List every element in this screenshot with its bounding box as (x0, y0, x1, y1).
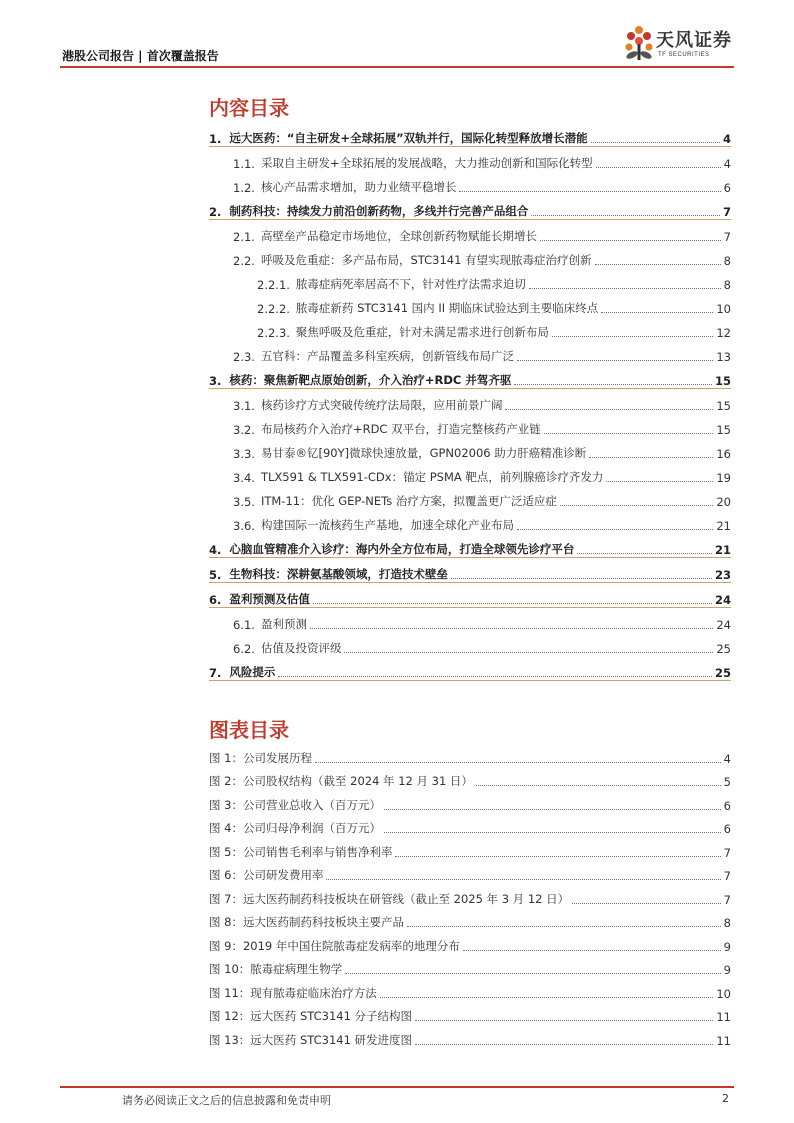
toc-entry-page: 4 (722, 132, 731, 146)
toc-entry-number: 3.5. (233, 495, 255, 509)
toc-entry-page: 13 (716, 350, 731, 364)
figure-entry-text: 图 10：脓毒症病理生物学 (209, 962, 343, 976)
toc-entry[interactable] (209, 608, 731, 632)
toc-entry-text: 采取自主研发+全球拓展的发展战略，大力推动创新和国际化转型 (260, 156, 593, 170)
figure-entry-page: 11 (716, 1033, 731, 1048)
dot-leader (596, 166, 721, 168)
toc-entry[interactable] (209, 656, 731, 681)
toc-entry[interactable] (209, 437, 731, 461)
toc-entry-page: 15 (714, 374, 731, 388)
toc-entry-number: 2.2.2. (257, 302, 290, 316)
toc-entry-text: 核药诊疗方式突破传统疗法局限，应用前景广阔 (260, 398, 503, 412)
figure-entry[interactable] (209, 860, 731, 884)
dot-leader (344, 651, 713, 653)
dot-leader (560, 504, 713, 506)
toc-entry-page: 15 (716, 399, 731, 413)
toc-entry-text: 制药科技：持续发力前沿创新药物，多线并行完善产品组合 (229, 204, 529, 218)
toc-entry[interactable] (209, 558, 731, 583)
dot-leader (531, 214, 720, 216)
toc-entry-page: 12 (716, 326, 731, 340)
figure-entry[interactable] (209, 977, 731, 1001)
toc-entry[interactable] (209, 122, 731, 147)
figure-entry-page: 4 (723, 751, 731, 766)
logo-text-en: TF SECURITIES (658, 52, 710, 58)
toc-entry[interactable] (209, 244, 731, 268)
toc-entry-number: 2.3. (233, 350, 255, 364)
dot-leader (589, 456, 713, 458)
figure-entry-page: 8 (723, 916, 731, 930)
toc-entry-page: 10 (716, 302, 731, 316)
toc-entry-text: 构建国际一流核药生产基地，加速全球化产业布局 (260, 518, 514, 532)
toc-entry-text: 高壁垒产品稳定市场地位，全球创新药物赋能长期增长 (260, 229, 537, 243)
report-type-title: 港股公司报告 | 首次覆盖报告 (62, 49, 219, 63)
toc-entry-number: 6.2. (233, 642, 255, 656)
dot-leader (313, 602, 712, 604)
toc-entry-text: 估值及投资评级 (260, 641, 342, 655)
dot-leader (577, 552, 712, 554)
dot-leader (278, 675, 712, 677)
figure-entry-text: 图 4：公司归母净利润（百万元） (209, 821, 381, 835)
toc-entry-page: 19 (716, 471, 731, 485)
toc-entry[interactable] (209, 147, 731, 171)
dot-leader (476, 784, 721, 786)
toc-entry[interactable] (209, 533, 731, 558)
footer-disclaimer: 请务必阅读正文之后的信息披露和免责申明 (122, 1094, 331, 1107)
toc-entry-text: 呼吸及危重症：多产品布局，STC3141 有望实现脓毒症治疗创新 (260, 253, 592, 267)
toc-entry-page: 16 (716, 447, 731, 461)
toc-entry-number: 2.1. (233, 230, 255, 244)
dot-leader (544, 432, 714, 434)
toc-entry-text: 生物科技：深耕氨基酸领域，打造技术壁垒 (229, 567, 448, 581)
figure-entry-page: 5 (723, 775, 731, 789)
toc-entry-number: 3.6. (233, 519, 255, 533)
figure-list-heading: 图表目录 (209, 718, 289, 742)
toc-entry-number: 2.2.3. (257, 326, 290, 340)
dot-leader (451, 577, 712, 579)
toc-entry-number: 4. (209, 543, 222, 557)
toc-entry-page: 25 (716, 642, 731, 656)
toc-entry[interactable] (209, 340, 731, 364)
figure-entry-text: 图 5：公司销售毛利率与销售净利率 (209, 844, 393, 859)
figure-entry[interactable] (209, 789, 731, 813)
toc-entry-number: 1. (209, 132, 222, 146)
toc-entry-page: 24 (714, 593, 731, 607)
toc-entry[interactable] (209, 268, 731, 292)
dot-leader (595, 263, 721, 265)
figure-entry-text: 图 6：公司研发费用率 (209, 868, 324, 882)
toc-entry[interactable] (209, 461, 731, 485)
figure-entry[interactable] (209, 930, 731, 954)
toc-heading: 内容目录 (209, 96, 289, 120)
toc-entry-number: 2. (209, 205, 222, 219)
dot-leader (517, 359, 713, 361)
toc-entry[interactable] (209, 389, 731, 413)
figure-entry-page: 9 (723, 939, 731, 954)
toc-entry-text: ITM-11：优化 GEP-NETs 治疗方案，拟覆盖更广泛适应症 (260, 494, 557, 508)
figure-entry[interactable] (209, 813, 731, 837)
dot-leader (415, 1019, 713, 1021)
toc-entry-number: 3.1. (233, 399, 255, 413)
figure-entry-text: 图 11：现有脓毒症临床治疗方法 (209, 985, 377, 1000)
dot-leader (380, 996, 714, 998)
figure-entry-page: 7 (723, 869, 731, 883)
toc-entry[interactable] (209, 364, 731, 389)
figure-entry-text: 图 8：远大医药制药科技板块主要产品 (209, 915, 404, 929)
toc-entry-text: 核药：聚焦新靶点原始创新，介入治疗+RDC 并驾齐驱 (229, 373, 512, 387)
toc-entry-number: 2.2. (233, 254, 255, 268)
toc-entry-page: 23 (714, 568, 731, 582)
toc-entry[interactable] (209, 632, 731, 656)
toc-entry-text: 聚焦呼吸及危重症，针对未满足需求进行创新布局 (295, 325, 549, 339)
toc-entry-number: 3. (209, 374, 222, 388)
toc-entry[interactable] (209, 292, 731, 316)
dot-leader (505, 408, 713, 410)
toc-entry-text: 五官科：产品覆盖多科室疾病，创新管线布局广泛 (260, 349, 514, 363)
toc-entry[interactable] (209, 583, 731, 608)
toc-entry-number: 3.2. (233, 423, 255, 437)
toc-entry[interactable] (209, 171, 731, 195)
toc-entry-page: 8 (723, 278, 731, 292)
toc-entry[interactable] (209, 413, 731, 437)
toc-entry-number: 1.2. (233, 181, 255, 195)
toc-entry[interactable] (209, 195, 731, 220)
dot-leader (540, 239, 721, 241)
toc-entry-page: 21 (714, 543, 731, 557)
toc-entry-number: 3.3. (233, 447, 255, 461)
toc-entry-number: 2.2.1. (257, 278, 290, 292)
page-header (60, 0, 734, 68)
toc-entry-text: 核心产品需求增加，助力业绩平稳增长 (260, 180, 457, 194)
dot-leader (407, 925, 721, 927)
toc-entry-page: 6 (723, 181, 731, 195)
figure-entry[interactable] (209, 836, 731, 860)
figure-entry-page: 9 (723, 963, 731, 977)
toc-entry[interactable] (209, 316, 731, 340)
toc-entry-text: 心脑血管精准介入诊疗：海内外全方位布局，打造全球领先诊疗平台 (229, 542, 575, 556)
dot-leader (517, 528, 713, 530)
toc-entry[interactable] (209, 485, 731, 509)
dot-leader (601, 311, 713, 313)
toc-entry-text: 盈利预测 (260, 617, 307, 631)
toc-entry-text: TLX591 & TLX591-CDx：锚定 PSMA 靶点，前列腺癌诊疗齐发力 (260, 470, 604, 484)
dot-leader (552, 335, 713, 337)
toc-entry-page: 21 (716, 519, 731, 533)
toc-entry-number: 3.4. (233, 471, 255, 485)
toc-entry-number: 1.1. (233, 157, 255, 171)
toc-entry-text: 风险提示 (229, 665, 276, 679)
toc-entry-page: 4 (723, 157, 731, 171)
figure-entry[interactable] (209, 766, 731, 790)
figure-entry[interactable] (209, 954, 731, 978)
toc-entry-page: 7 (723, 230, 731, 244)
toc-entry[interactable] (209, 509, 731, 533)
dot-leader (315, 761, 721, 763)
table-of-contents (209, 122, 731, 681)
dot-leader (463, 949, 721, 951)
figure-entry[interactable] (209, 883, 731, 907)
toc-entry-page: 15 (716, 423, 731, 437)
toc-entry-text: 易甘泰®钇[90Y]微球快速放量，GPN02006 助力肝癌精准诊断 (260, 446, 587, 460)
figure-entry[interactable] (209, 1001, 731, 1025)
figure-entry-text: 图 13：远大医药 STC3141 研发进度图 (209, 1032, 413, 1047)
dot-leader (606, 480, 713, 482)
dot-leader (415, 1043, 713, 1045)
figure-entry-page: 6 (723, 822, 731, 836)
dot-leader (384, 808, 721, 810)
figure-entry[interactable] (209, 742, 731, 766)
figure-list (209, 742, 731, 1048)
figure-entry-text: 图 12：远大医药 STC3141 分子结构图 (209, 1009, 413, 1023)
figure-entry[interactable] (209, 907, 731, 931)
toc-entry-page: 7 (722, 205, 731, 219)
figure-entry-page: 7 (723, 845, 731, 860)
dot-leader (572, 902, 721, 904)
toc-entry-text: 盈利预测及估值 (229, 592, 310, 606)
figure-entry-page: 11 (716, 1010, 731, 1024)
toc-entry-number: 6. (209, 593, 222, 607)
toc-entry-text: 脓毒症新药 STC3141 国内 II 期临床试验达到主要临床终点 (295, 301, 599, 315)
header-divider (60, 66, 734, 68)
dot-leader (395, 855, 720, 857)
toc-entry-number: 7. (209, 666, 222, 680)
toc-entry-page: 8 (723, 254, 731, 268)
toc-entry-text: 远大医药：“自主研发+全球拓展”双轨并行，国际化转型释放增长潜能 (229, 131, 588, 145)
toc-entry-page: 20 (716, 495, 731, 509)
dot-leader (310, 627, 713, 629)
toc-entry-number: 5. (209, 568, 222, 582)
company-logo (622, 24, 734, 66)
figure-entry-page: 6 (723, 798, 731, 813)
toc-entry[interactable] (209, 220, 731, 244)
footer-divider (60, 1086, 734, 1088)
figure-entry-text: 图 3：公司营业总收入（百万元） (209, 797, 381, 812)
figure-entry-text: 图 9：2019 年中国住院脓毒症发病率的地理分布 (209, 938, 460, 953)
toc-entry-page: 25 (714, 666, 731, 680)
figure-entry-text: 图 7：远大医药制药科技板块在研管线（截止至 2025 年 3 月 12 日） (209, 891, 570, 906)
flower-logo-icon (622, 24, 656, 66)
toc-entry-text: 脓毒症病死率居高不下，针对性疗法需求迫切 (295, 277, 526, 291)
figure-entry-page: 7 (723, 892, 731, 907)
dot-leader (529, 287, 721, 289)
toc-entry-text: 布局核药介入治疗+RDC 双平台，打造完整核药产业链 (260, 422, 541, 436)
dot-leader (384, 831, 721, 833)
logo-text-cn: 天风证券 (656, 30, 732, 51)
dot-leader (326, 878, 720, 880)
figure-entry-text: 图 1：公司发展历程 (209, 750, 312, 765)
dot-leader (591, 141, 720, 143)
dot-leader (459, 190, 720, 192)
figure-entry-page: 10 (716, 986, 731, 1001)
dot-leader (345, 972, 720, 974)
dot-leader (514, 383, 712, 385)
figure-entry-text: 图 2：公司股权结构（截至 2024 年 12 月 31 日） (209, 774, 473, 788)
figure-entry[interactable] (209, 1024, 731, 1048)
toc-entry-page: 24 (716, 618, 731, 632)
toc-entry-number: 6.1. (233, 618, 255, 632)
page-number: 2 (722, 1092, 729, 1105)
